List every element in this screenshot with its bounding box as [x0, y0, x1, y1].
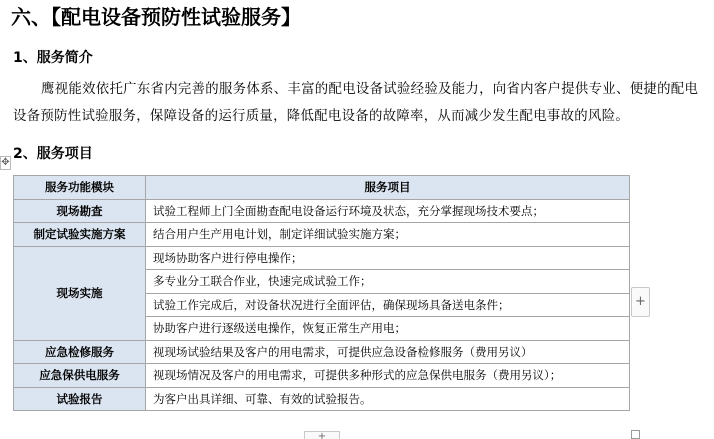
- table-move-handle-icon[interactable]: ✥: [1, 157, 10, 168]
- item-cell: 视现场试验结果及客户的用电需求，可提供应急设备检修服务（费用另议）: [146, 340, 630, 364]
- item-cell: 现场协助客户进行停电操作；: [146, 246, 630, 270]
- service-items-heading: 2、服务项目: [13, 146, 93, 162]
- module-cell: 试验报告: [14, 387, 146, 411]
- item-cell: 试验工程师上门全面勘查配电设备运行环境及状态，充分掌握现场技术要点；: [146, 199, 630, 223]
- intro-paragraph: 鹰视能效依托广东省内完善的服务体系、丰富的配电设备试验经验及能力，向省内客户提供专业、便捷的配电设备预防性试验服务，保障设备的运行质量，降低配电设备的故障率，从而减少发生配电事故的风险。: [13, 82, 699, 124]
- header-module: 服务功能模块: [14, 176, 146, 200]
- intro-heading: 1、服务简介: [13, 50, 93, 66]
- module-cell: 应急检修服务: [14, 340, 146, 364]
- module-cell: 现场实施: [14, 246, 146, 340]
- table-resize-handle[interactable]: [631, 430, 640, 439]
- table-row: [14, 246, 630, 270]
- add-column-button[interactable]: +: [631, 287, 650, 317]
- module-cell: 应急保供电服务: [14, 364, 146, 388]
- module-cell: 制定试验实施方案: [14, 223, 146, 247]
- service-table-container: [13, 175, 630, 411]
- item-cell: 结合用户生产用电计划，制定详细试验实施方案；: [146, 223, 630, 247]
- header-items: 服务项目: [146, 176, 630, 200]
- table-header-row: [14, 176, 630, 200]
- table-row: [14, 340, 630, 364]
- service-table: [13, 175, 630, 411]
- table-row: [14, 199, 630, 223]
- section-title: 六、【配电设备预防性试验服务】: [11, 5, 301, 29]
- item-cell: 视现场情况及客户的用电需求，可提供多种形式的应急保供电服务（费用另议）；: [146, 364, 630, 388]
- table-row: [14, 364, 630, 388]
- module-cell: 现场勘查: [14, 199, 146, 223]
- item-cell: 多专业分工联合作业，快速完成试验工作；: [146, 270, 630, 294]
- table-row: [14, 387, 630, 411]
- add-row-button[interactable]: +: [304, 431, 340, 439]
- item-cell: 协助客户进行逐级送电操作，恢复正常生产用电；: [146, 317, 630, 341]
- table-row: [14, 223, 630, 247]
- item-cell: 试验工作完成后，对设备状况进行全面评估，确保现场具备送电条件；: [146, 293, 630, 317]
- item-cell: 为客户出具详细、可靠、有效的试验报告。: [146, 387, 630, 411]
